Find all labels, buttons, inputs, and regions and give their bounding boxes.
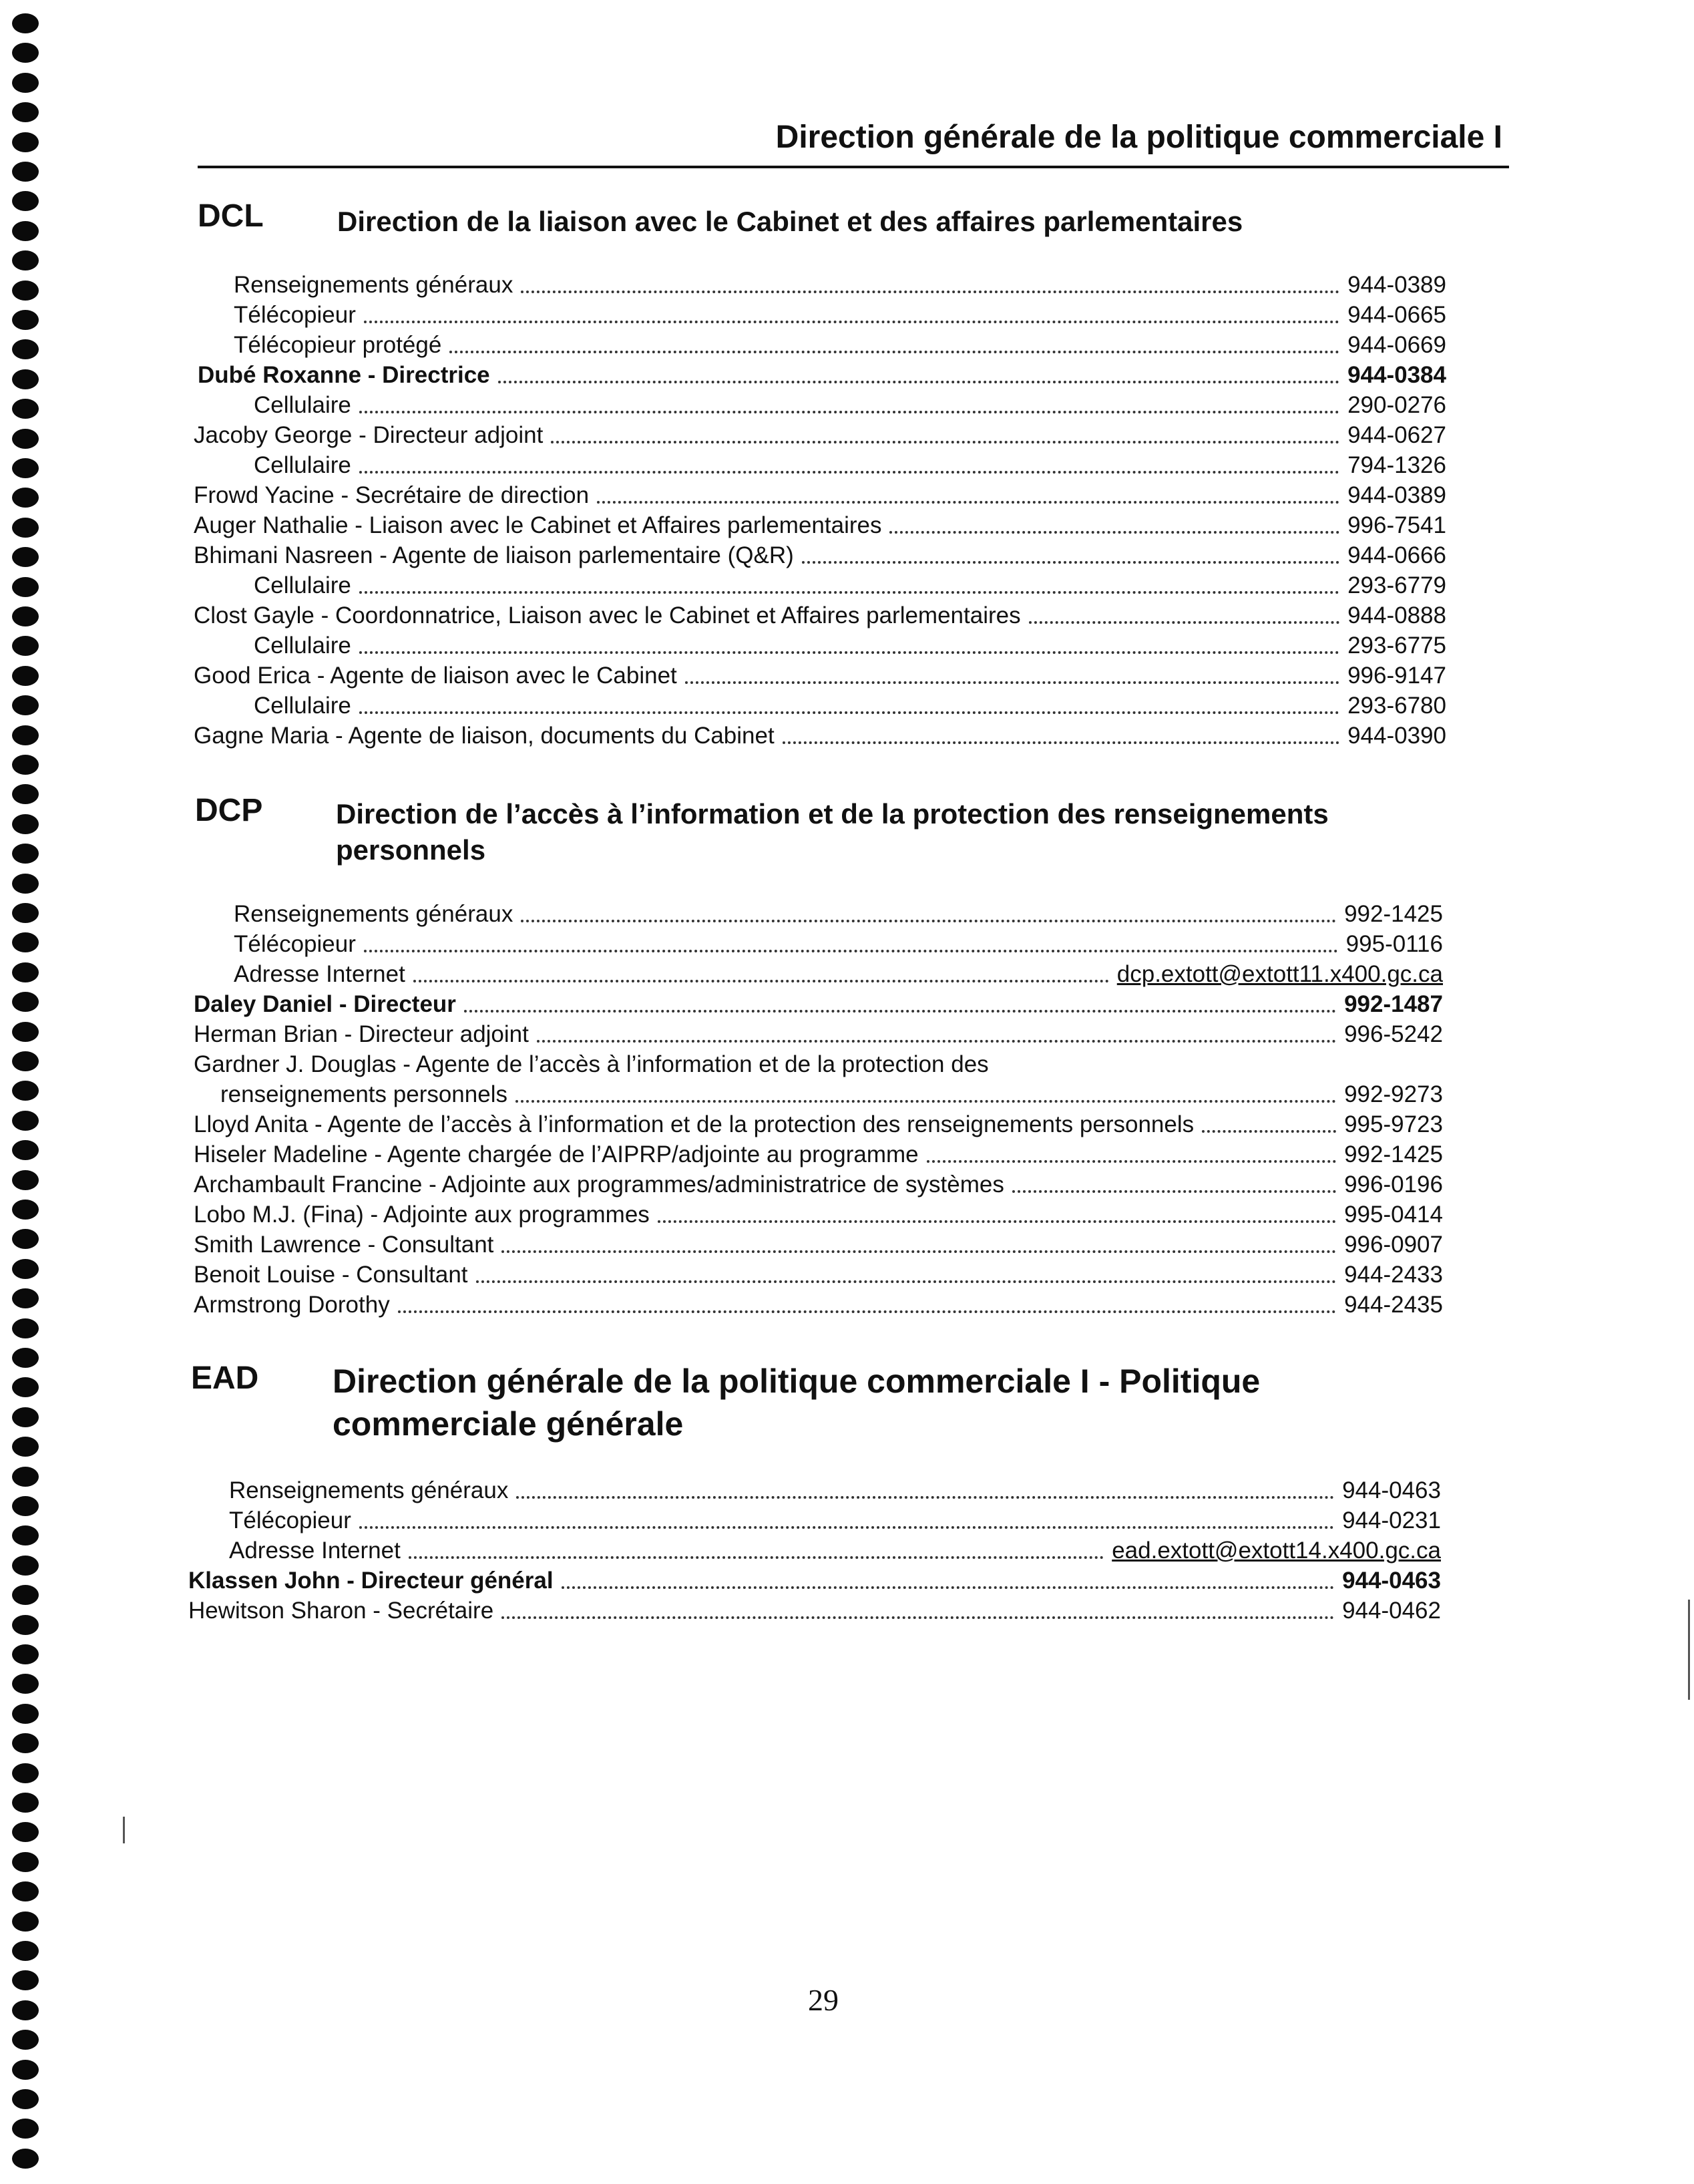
dot-leader xyxy=(521,287,1339,293)
dot-leader xyxy=(515,1096,1336,1103)
binding-hole xyxy=(12,1348,39,1368)
entry-label: Cellulaire xyxy=(254,693,351,719)
entry-label: Good Erica - Agente de liaison avec le Cabinet xyxy=(194,663,677,689)
binding-hole xyxy=(12,962,39,982)
binding-hole xyxy=(12,221,39,241)
entry-phone: 944-0665 xyxy=(1347,302,1446,328)
entry-phone: 944-0384 xyxy=(1347,362,1446,388)
binding-hole xyxy=(12,1200,39,1220)
entry-phone: 992-1425 xyxy=(1344,901,1443,927)
binding-hole xyxy=(12,577,39,597)
binding-hole xyxy=(12,755,39,775)
dot-leader xyxy=(364,317,1339,323)
binding-hole xyxy=(12,1941,39,1961)
entry-phone: 794-1326 xyxy=(1347,452,1446,478)
entry-label: Hewitson Sharon - Secrétaire xyxy=(188,1598,494,1624)
binding-hole xyxy=(12,1644,39,1664)
entry-label: Bhimani Nasreen - Agente de liaison parlementaire (Q&R) xyxy=(194,542,794,568)
binding-hole xyxy=(12,1733,39,1753)
dot-leader xyxy=(501,1246,1336,1253)
directory-entry xyxy=(194,599,1446,629)
binding-hole xyxy=(12,903,39,923)
entry-label: Archambault Francine - Adjointe aux programmes/administratrice de systèmes xyxy=(194,1171,1004,1198)
entry-label: Cellulaire xyxy=(254,452,351,478)
binding-hole xyxy=(12,1970,39,1990)
section-code: DCP xyxy=(195,793,263,828)
directory-entry xyxy=(234,268,1446,299)
entry-label: Gagne Maria - Agente de liaison, documents du Cabinet xyxy=(194,723,775,749)
binding-hole xyxy=(12,1585,39,1605)
page-header-title: Direction générale de la politique commerciale I xyxy=(775,120,1502,155)
entry-phone: 944-0231 xyxy=(1342,1507,1441,1533)
entry-phone: 992-1487 xyxy=(1344,991,1443,1017)
entry-phone: 944-0390 xyxy=(1347,723,1446,749)
entry-label: Frowd Yacine - Secrétaire de direction xyxy=(194,482,590,508)
binding-hole xyxy=(12,13,39,33)
dot-leader xyxy=(562,1582,1335,1589)
dot-leader xyxy=(359,1522,1334,1529)
entry-phone: 944-0389 xyxy=(1347,482,1446,508)
entry-phone: 992-1425 xyxy=(1344,1141,1443,1167)
section-code: DCL xyxy=(198,198,264,234)
binding-hole xyxy=(12,1140,39,1160)
binding-hole xyxy=(12,1229,39,1249)
binding-hole xyxy=(12,1674,39,1694)
dot-leader xyxy=(1202,1126,1336,1133)
dot-leader xyxy=(359,707,1339,714)
dot-leader xyxy=(413,976,1109,982)
directory-entry xyxy=(188,1594,1441,1624)
spiral-binding xyxy=(12,13,40,2171)
binding-hole xyxy=(12,281,39,301)
binding-hole xyxy=(12,102,39,122)
entry-email[interactable]: ead.extott@extott14.x400.gc.ca xyxy=(1112,1537,1441,1564)
binding-hole xyxy=(12,488,39,508)
binding-hole xyxy=(12,1467,39,1487)
entry-phone: 944-0462 xyxy=(1342,1598,1441,1624)
section-title: Direction de l’accès à l’information et de la protection des renseignements personnels xyxy=(336,798,1329,866)
dot-leader xyxy=(464,1006,1336,1013)
entry-label: Renseignements généraux xyxy=(234,901,513,927)
binding-hole xyxy=(12,1022,39,1042)
directory-entry xyxy=(234,299,1446,329)
directory-entry xyxy=(234,329,1446,359)
dot-leader xyxy=(802,557,1339,564)
binding-hole xyxy=(12,2119,39,2139)
directory-entry xyxy=(254,449,1446,479)
directory-entry xyxy=(229,1534,1441,1564)
directory-entry xyxy=(194,659,1446,689)
binding-hole xyxy=(12,695,39,715)
binding-hole xyxy=(12,606,39,626)
directory-entry xyxy=(254,569,1446,599)
binding-hole xyxy=(12,2000,39,2020)
entry-label: Lloyd Anita - Agente de l’accès à l’information et de la protection des renseignements personnels xyxy=(194,1111,1195,1137)
directory-entry xyxy=(234,928,1443,958)
directory-entry xyxy=(194,419,1446,449)
binding-hole xyxy=(12,1912,39,1932)
binding-hole xyxy=(12,369,39,389)
dot-leader xyxy=(498,377,1339,383)
page-number: 29 xyxy=(808,1983,839,2017)
dot-leader xyxy=(927,1156,1336,1163)
binding-hole xyxy=(12,1556,39,1576)
binding-hole xyxy=(12,1822,39,1842)
binding-hole xyxy=(12,1081,39,1101)
directory-entry xyxy=(194,1108,1443,1138)
binding-hole xyxy=(12,784,39,804)
binding-hole xyxy=(12,73,39,93)
entry-phone: 944-0463 xyxy=(1342,1568,1441,1594)
entry-phone: 293-6775 xyxy=(1347,632,1446,659)
entry-phone: 995-0116 xyxy=(1345,931,1443,957)
dot-leader xyxy=(501,1612,1334,1619)
directory-entry xyxy=(198,359,1446,389)
dot-leader xyxy=(359,587,1339,594)
directory-entry xyxy=(254,689,1446,719)
entry-phone: 944-0627 xyxy=(1347,422,1446,448)
entry-label: Télécopieur xyxy=(229,1507,351,1533)
binding-hole xyxy=(12,1793,39,1813)
entry-phone: 992-9273 xyxy=(1344,1081,1443,1107)
entry-label: Auger Nathalie - Liaison avec le Cabinet et Affaires parlementaires xyxy=(194,512,882,538)
binding-hole xyxy=(12,2060,39,2080)
binding-hole xyxy=(12,339,39,359)
entry-phone: 996-5242 xyxy=(1344,1021,1443,1047)
directory-entry xyxy=(229,1474,1441,1504)
entry-label: Klassen John - Directeur général xyxy=(188,1568,554,1594)
directory-entry xyxy=(194,539,1446,569)
directory-entry xyxy=(194,1138,1443,1168)
binding-hole xyxy=(12,844,39,864)
entry-phone: 944-0389 xyxy=(1347,272,1446,298)
entry-label: Renseignements généraux xyxy=(234,272,513,298)
dot-leader xyxy=(359,467,1339,474)
directory-entry xyxy=(194,1258,1443,1288)
binding-hole xyxy=(12,1111,39,1131)
entry-phone: 293-6779 xyxy=(1347,572,1446,598)
directory-entry xyxy=(220,1078,1443,1108)
dot-leader xyxy=(685,677,1339,684)
dot-leader xyxy=(1029,617,1339,624)
binding-hole xyxy=(12,1051,39,1071)
binding-hole xyxy=(12,1437,39,1457)
binding-hole xyxy=(12,43,39,63)
binding-hole xyxy=(12,518,39,538)
binding-hole xyxy=(12,1881,39,1901)
scan-artifact xyxy=(1688,1600,1690,1700)
directory-entry xyxy=(194,988,1443,1018)
section-title: Direction générale de la politique commerciale I - Politique commerciale générale xyxy=(333,1362,1261,1443)
directory-entry xyxy=(234,898,1443,928)
scan-artifact xyxy=(123,1817,125,1843)
dot-leader xyxy=(364,946,1338,952)
dot-leader xyxy=(551,437,1339,443)
binding-hole xyxy=(12,2149,39,2169)
directory-entry xyxy=(234,958,1443,988)
entry-label: Hiseler Madeline - Agente chargée de l’AIPRP/adjointe au programme xyxy=(194,1141,919,1167)
dot-leader xyxy=(476,1276,1337,1283)
binding-hole xyxy=(12,1852,39,1872)
dot-leader xyxy=(409,1552,1104,1559)
binding-hole xyxy=(12,399,39,419)
directory-entry xyxy=(194,719,1446,749)
dot-leader xyxy=(516,1492,1334,1499)
dot-leader xyxy=(449,347,1339,353)
dot-leader xyxy=(658,1216,1336,1223)
dot-leader xyxy=(889,527,1339,534)
binding-hole xyxy=(12,1525,39,1545)
entry-phone: 944-0463 xyxy=(1342,1477,1441,1503)
entry-phone: 944-2435 xyxy=(1344,1292,1443,1318)
directory-entry xyxy=(194,1228,1443,1258)
entry-label: Dubé Roxanne - Directrice xyxy=(198,362,490,388)
dot-leader xyxy=(521,916,1336,922)
binding-hole xyxy=(12,1377,39,1397)
entry-phone: 290-0276 xyxy=(1347,392,1446,418)
entry-label: Clost Gayle - Coordonnatrice, Liaison avec le Cabinet et Affaires parlementaires xyxy=(194,602,1021,628)
binding-hole xyxy=(12,429,39,449)
binding-hole xyxy=(12,1259,39,1279)
directory-entry xyxy=(188,1564,1441,1594)
entry-label: Lobo M.J. (Fina) - Adjointe aux programmes xyxy=(194,1202,650,1228)
entry-phone: 996-9147 xyxy=(1347,663,1446,689)
directory-entry xyxy=(254,389,1446,419)
binding-hole xyxy=(12,2089,39,2109)
dot-leader xyxy=(359,407,1339,413)
entry-label-line1: Gardner J. Douglas - Agente de l’accès à l’information et de la protection des xyxy=(194,1051,989,1077)
entry-label: Cellulaire xyxy=(254,632,351,659)
binding-hole xyxy=(12,1407,39,1427)
binding-hole xyxy=(12,1170,39,1190)
binding-hole xyxy=(12,132,39,152)
entry-label: Daley Daniel - Directeur xyxy=(194,991,456,1017)
entry-phone: 944-0669 xyxy=(1347,332,1446,358)
binding-hole xyxy=(12,725,39,745)
binding-hole xyxy=(12,932,39,952)
dot-leader xyxy=(597,497,1339,504)
entry-label: Jacoby George - Directeur adjoint xyxy=(194,422,544,448)
entry-label: Télécopieur protégé xyxy=(234,332,442,358)
entry-label: Smith Lawrence - Consultant xyxy=(194,1232,494,1258)
binding-hole xyxy=(12,458,39,478)
dot-leader xyxy=(398,1306,1336,1313)
dot-leader xyxy=(359,647,1339,654)
entry-label: Télécopieur xyxy=(234,302,356,328)
entry-label: Armstrong Dorothy xyxy=(194,1292,390,1318)
entry-phone: 996-0907 xyxy=(1344,1232,1443,1258)
binding-hole xyxy=(12,1496,39,1516)
binding-hole xyxy=(12,636,39,656)
binding-hole xyxy=(12,874,39,894)
entry-phone: 944-2433 xyxy=(1344,1262,1443,1288)
entry-label: Herman Brian - Directeur adjoint xyxy=(194,1021,529,1047)
binding-hole xyxy=(12,1288,39,1308)
binding-hole xyxy=(12,1318,39,1338)
entry-label: Télécopieur xyxy=(234,931,356,957)
binding-hole xyxy=(12,310,39,330)
binding-hole xyxy=(12,992,39,1012)
binding-hole xyxy=(12,250,39,270)
entry-label: Adresse Internet xyxy=(234,961,405,987)
directory-entry xyxy=(194,509,1446,539)
dot-leader xyxy=(1012,1186,1336,1193)
binding-hole xyxy=(12,1763,39,1783)
section-code: EAD xyxy=(191,1360,259,1396)
directory-entry xyxy=(194,1198,1443,1228)
entry-label: Adresse Internet xyxy=(229,1537,401,1564)
entry-phone: 996-0196 xyxy=(1344,1171,1443,1198)
entry-phone: 944-0666 xyxy=(1347,542,1446,568)
binding-hole xyxy=(12,162,39,182)
binding-hole xyxy=(12,1615,39,1635)
entry-label: Cellulaire xyxy=(254,392,351,418)
directory-entry xyxy=(194,479,1446,509)
dot-leader xyxy=(783,737,1339,744)
entry-phone: 995-9723 xyxy=(1344,1111,1443,1137)
entry-label: Cellulaire xyxy=(254,572,351,598)
directory-entry xyxy=(194,1018,1443,1048)
entry-email[interactable]: dcp.extott@extott11.x400.gc.ca xyxy=(1116,961,1443,987)
entry-phone: 995-0414 xyxy=(1344,1202,1443,1228)
entry-phone: 293-6780 xyxy=(1347,693,1446,719)
section-title: Direction de la liaison avec le Cabinet et des affaires parlementaires xyxy=(337,206,1243,237)
dot-leader xyxy=(537,1036,1336,1043)
binding-hole xyxy=(12,666,39,686)
binding-hole xyxy=(12,191,39,211)
entry-phone: 944-0888 xyxy=(1347,602,1446,628)
directory-entry xyxy=(194,1168,1443,1198)
page-header xyxy=(198,119,1509,168)
entry-label: renseignements personnels xyxy=(220,1081,507,1107)
binding-hole xyxy=(12,547,39,567)
directory-entry xyxy=(229,1504,1441,1534)
binding-hole xyxy=(12,1704,39,1724)
entry-phone: 996-7541 xyxy=(1347,512,1446,538)
binding-hole xyxy=(12,814,39,834)
binding-hole xyxy=(12,2030,39,2050)
entry-label: Benoit Louise - Consultant xyxy=(194,1262,468,1288)
entry-label: Renseignements généraux xyxy=(229,1477,509,1503)
directory-entry xyxy=(194,1288,1443,1318)
directory-entry xyxy=(254,629,1446,659)
